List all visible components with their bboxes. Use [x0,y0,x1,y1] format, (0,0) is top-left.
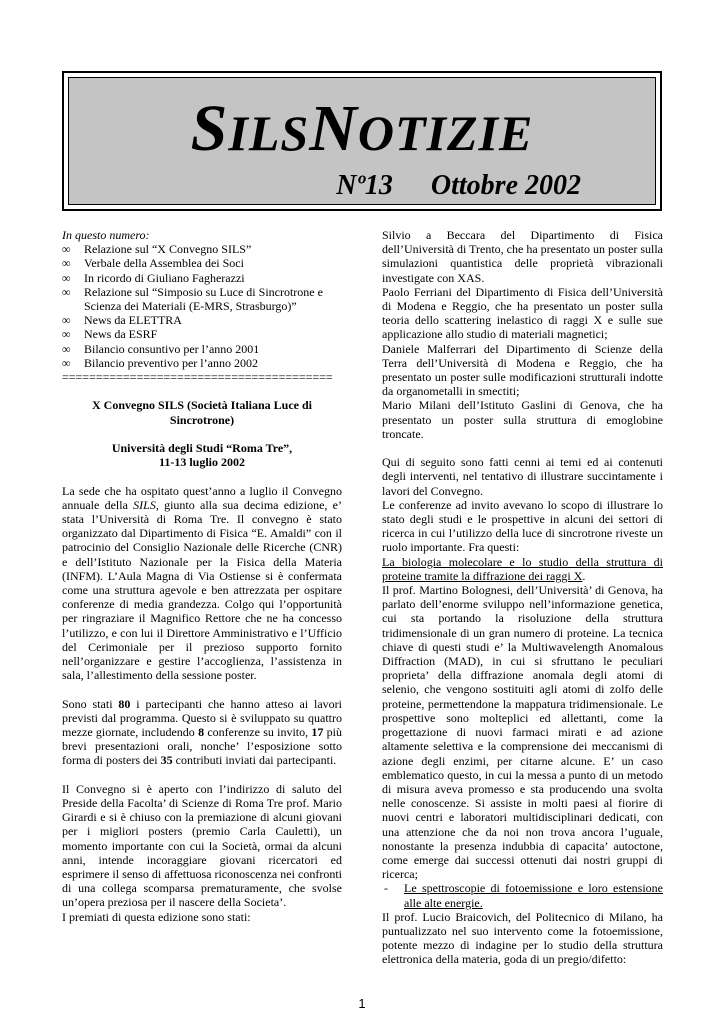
invited-talks-count: 8 [198,725,205,740]
toc-item-label: News da ELETTRA [84,313,182,328]
title-part-ils: ILS [228,105,310,161]
left-column [62,228,342,924]
dash-bullet: - [384,881,388,896]
masthead-panel [68,77,656,205]
title-part-otizie: OTIZIE [357,105,534,161]
toc-item [62,313,342,327]
infinity-bullet-icon: ∞ [62,270,71,285]
topic-title: Le spettroscopie di fotoemissione e loro estensione alle alte energie. [404,881,663,910]
infinity-bullet-icon: ∞ [62,256,71,271]
article-heading: X Convegno SILS (Società Italiana Luce di Sincrotrone) [91,398,313,427]
article-paragraph: Il prof. Lucio Braicovich, del Politecnico di Milano, ha puntualizzato nel suo intervento come la fotoemissione, potente mezzo di indagine per lo studio della struttura elettronica della materia, goda di un pregio/difetto: [382,909,663,967]
toc-item [62,356,342,370]
toc-item-label: News da ESRF [84,327,158,342]
issue-line [336,172,581,200]
infinity-bullet-icon: ∞ [62,242,71,257]
article-paragraph: Il Convegno si è aperto con l’indirizzo di saluto del Preside della Facolta’ di Scienze di Roma Tre prof. Mario Girardi e si è chiuso con la premiazione di alcuni giovani per i migliori posters (premio Carla Cauletti), un momento importante con cui la Società, ormai da alcuni anni, intende incoraggiare giovani ricercatori ed esprimere il senso di affettuosa riconoscenza nei confronti di una collega scomparsa prematuramente, che svolse un’opera preziosa per il nascere della Societa’. [62,781,342,910]
toc-item [62,271,342,285]
toc-item [62,285,342,313]
article-paragraph: I premiati di questa edizione sono stati: [62,909,251,924]
issue-date: Ottobre 2002 [430,170,581,201]
right-column [382,228,663,967]
infinity-bullet-icon: ∞ [62,355,71,370]
toc-list [62,242,342,370]
article-paragraph: Il prof. Martino Bolognesi, dell’Università’ di Genova, ha parlato dell’enorme sviluppo nell’informazione genetica, cui sta portando la risoluzione della struttura tridimensionale di un gran numero di proteine. La tecnica chiave di questi studi e’ la Multiwavelength Anomalous Diffraction (MAD), in cui si sfruttano le peculiari proprieta’ della diffrazione anomala degli atomi di selenio, che vengono sostituiti agli atomi di zolfo delle proteine, permettendone la mappatura tridimensionale. Le prospettive sono molteplici ed allettanti, come la progettazione di nuovi farmaci mirati e ad azione altamente selettiva e la comprensione dei meccanismi di azione degli enzimi, per citarne alcune. E’ un caso emblematico questo, in cui la messa a punto di un metodo di misura aveva promesso e sta producendo una svolta nelle conoscenze. Si assiste in molti paesi al fiorire di nuovi centri e laboratori multidisciplinari dedicati, con una attenzione che da noi non trova ancora l’uguale, nonostante la presenza indubbia di capacita’ autoctone, come emerge dai successi ottenuti dai nostri gruppi di ricerca; [382,583,663,882]
oral-talks-count: 17 [311,725,324,740]
topic-title: La biologia molecolare e lo studio della struttura di proteine tramite la diffrazione dei raggi X [382,554,663,583]
masthead [62,71,662,211]
infinity-bullet-icon: ∞ [62,284,71,299]
article-subheading-dates: 11-13 luglio 2002 [158,455,245,470]
toc-heading: In questo numero: [62,228,150,242]
article-subheading-venue: Università degli Studi “Roma Tre”, [111,441,293,456]
toc-item-label: Bilancio consuntivo per l’anno 2001 [84,341,260,356]
toc-item-label: Verbale della Assemblea dei Soci [84,256,244,271]
award-winner: Silvio a Beccara del Dipartimento di Fisica dell’Università di Trento, che ha presentato un poster sulla simulazioni quantistica delle proprietà vibrazionali investigate con XAS. [382,228,663,285]
toc-item-label: In ricordo di Giuliano Fagherazzi [84,270,245,285]
page-number: 1 [358,996,366,1011]
infinity-bullet-icon: ∞ [62,327,71,342]
article-paragraph: Qui di seguito sono fatti cenni ai temi ed ai contenuti degli interventi, nel tentativo di illustrare succintamente i lavori del Convegno. [382,455,663,498]
toc-item [62,242,342,256]
toc-item-label: Relazione sul “X Convegno SILS” [84,242,252,257]
participants-count: 80 [118,696,131,711]
article-paragraph: Sono stati 80 i partecipanti che hanno atteso ai lavori previsti dal programma. Questo si è sviluppato su quattro mezze giornate, includendo 8 conferenze su invito, 17 più brevi presentazioni orali, nonche’ l’esposizione sotto forma di posters dei 35 contributi inviati dai partecipanti. [62,696,342,768]
title-letter-n: N [309,92,358,165]
toc-separator: ======================================== [62,370,333,385]
sils-emphasis: SILS [133,497,156,512]
topic-heading [382,881,663,909]
toc-item-label: Bilancio preventivo per l’anno 2002 [84,355,258,370]
award-winner: Mario Milani dell’Istituto Gaslini di Genova, che ha presentato un poster sulla struttura di emoglobine troncate. [382,398,663,441]
toc-item-label: Relazione sul “Simposio su Luce di Sincrotrone e Scienza dei Materiali (E-MRS, Strasburgo)” [84,284,323,314]
award-winner: Daniele Malferrari del Dipartimento di Scienze della Terra dell’Università di Modena e Reggio, che ha presentato un poster sulle modificazioni strutturali indotte da organometalli in smectiti; [382,341,663,399]
toc-item [62,342,342,356]
infinity-bullet-icon: ∞ [62,341,71,356]
article-paragraph: Le conferenze ad invito avevano lo scopo di illustrare lo stato degli studi e le prospettive in alcuni dei settori di ricerca in cui l’utilizzo della luce di sincrotrone riveste un ruolo importante. Fra questi: [382,497,663,555]
newsletter-title [69,92,655,165]
toc-item [62,327,342,341]
title-letter-s: S [190,92,229,165]
issue-number: Nº13 [336,170,393,201]
posters-count: 35 [160,753,173,768]
article-paragraph: La sede che ha ospitato quest’anno a luglio il Convegno annuale della SILS, giunto alla sua decima edizione, e’ stata l’Università di Roma Tre. Il convegno è stato organizzato dal Dipartimento di Fisica “E. Amaldi” con il patrocinio del Consiglio Nazionale delle Ricerche (CNR) e dell’Istituto Nazionale per la Fisica della Materia (INFM). L’Aula Magna di Via Ostiense si è confermata come una struttura agevole e ben attrezzata per ospitare conferenze di media grandezza. Colgo qui l’opportunità per ringraziare il Magnifico Rettore che ne ha concesso l’utilizzo, e con lui il Direttore Amministrativo e l’Ufficio del Cerimoniale per il prezioso supporto fornito nell’organizzare e gestire l’accoglienza, l’assistenza in sala, l’allestimento della sessione poster. [62,483,342,683]
toc-item [62,256,342,270]
award-winner: Paolo Ferriani del Dipartimento di Fisica dell’Università di Modena e Reggio, che ha presentato un poster sulla teoria dello scattering inelastico di raggi X e sulle sue applicazione allo studio di materiali magnetici; [382,284,663,342]
infinity-bullet-icon: ∞ [62,313,71,328]
topic-heading: La biologia molecolare e lo studio della struttura di proteine tramite la diffrazione dei raggi X. [382,554,663,583]
